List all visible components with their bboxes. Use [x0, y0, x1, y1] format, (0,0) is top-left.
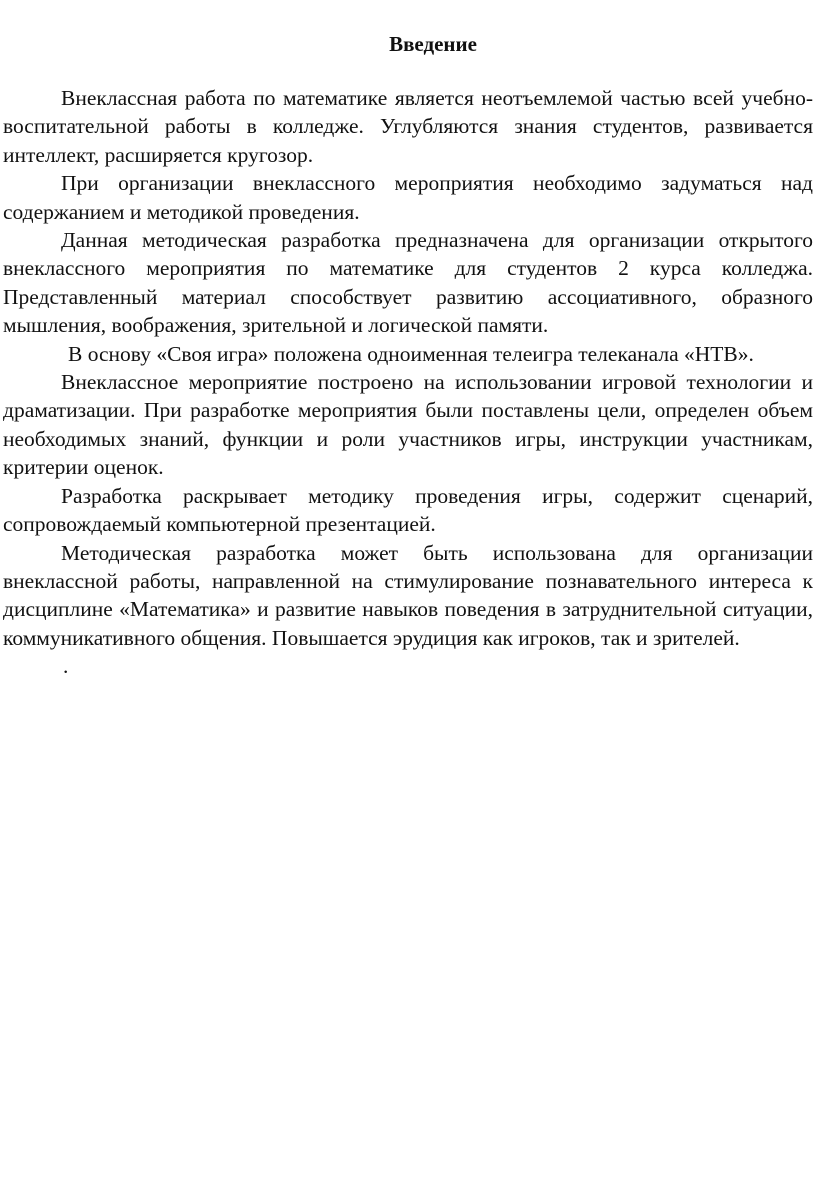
paragraph-intro: Внеклассная работа по математике является неотъемлемой частью всей учебно-воспитательной работы в колледже. Углубляются знания студентов, развивается интеллект, расширяется кругозор.	[3, 86, 813, 167]
document-body	[3, 84, 813, 680]
paragraph-methodology: Разработка раскрывает методику проведения игры, содержит сценарий, сопровождаемый компьютерной презентацией.	[3, 483, 813, 537]
paragraph-structure: Внеклассное мероприятие построено на использовании игровой технологии и драматизации. При разработке мероприятия были поставлены цели, определен объем необходимых знаний, функции и роли участников игры, инструкции участникам, критерии оценок.	[3, 370, 813, 480]
trailing-mark: .	[63, 654, 69, 679]
paragraph-usage: Методическая разработка может быть использована для организации внеклассной работы, направленной на стимулирование познавательного интереса к дисциплине «Математика» и развитие навыков поведения в затруднительной ситуации, коммуникативного общения. Повышается эрудиция как игроков, так и зрителей.	[3, 540, 813, 650]
page-title: Введение	[389, 32, 477, 56]
paragraph-basis: В основу «Своя игра» положена одноименная телеигра телеканала «НТВ».	[68, 341, 754, 366]
paragraph-organization: При организации внеклассного мероприятия необходимо задуматься над содержанием и методикой проведения.	[3, 171, 813, 224]
paragraph-purpose: Данная методическая разработка предназначена для организации открытого внеклассного мероприятия по математике для студентов 2 курса колледжа. Представленный материал способствует развитию ассоциативного, образного мышления, воображения, зрительной и логической памяти.	[3, 228, 813, 338]
